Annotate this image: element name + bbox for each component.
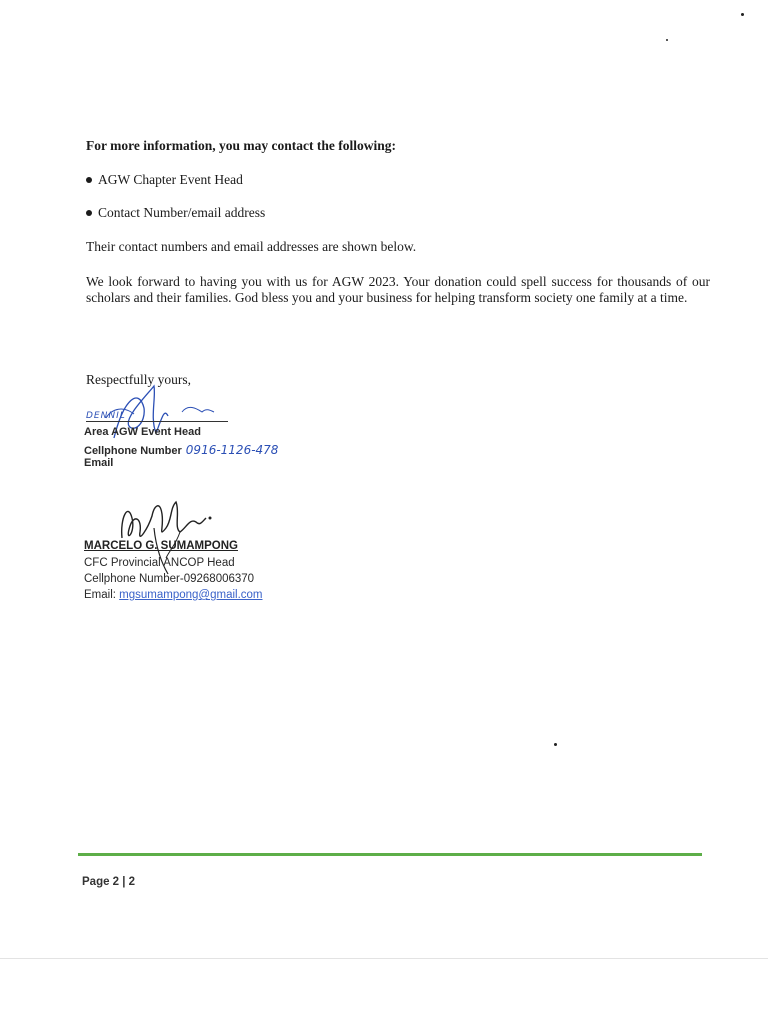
closing-paragraph: We look forward to having you with us for AGW 2023. Your donation could spell success for thousands of our scholars and their families. God bless you and your business for helping transform society one family at a time.	[86, 274, 710, 305]
signatory-2-email-row: Email: mgsumampong@gmail.com	[84, 589, 263, 601]
signatory-2-email-link[interactable]: mgsumampong@gmail.com	[119, 589, 263, 601]
signatory-1-phone-row: Cellphone Number 0916-1126-478	[84, 443, 279, 457]
signature-line	[86, 421, 228, 422]
scan-speck	[554, 743, 557, 746]
scan-speck	[666, 39, 668, 41]
signatory-1-email-label: Email	[84, 457, 114, 469]
signatory-2-name: MARCELO G. SUMAMPONG	[84, 540, 238, 552]
signatory-1-handwritten-name: DENNIL	[86, 411, 126, 421]
contact-heading: For more information, you may contact the following:	[86, 138, 396, 153]
contact-note: Their contact numbers and email addresses are shown below.	[86, 239, 417, 254]
signatory-2-phone-row: Cellphone Number-09268006370	[84, 573, 255, 585]
closing-salutation: Respectfully yours,	[86, 372, 191, 387]
page-edge	[0, 958, 768, 959]
bullet-item-contact: Contact Number/email address	[86, 205, 265, 221]
bullet-icon	[86, 210, 92, 216]
footer-rule	[78, 853, 702, 856]
signatory-2-title: CFC Provincial ANCOP Head	[84, 557, 235, 569]
page-number: Page 2 | 2	[82, 876, 136, 888]
signatory-1-title: Area AGW Event Head	[84, 426, 201, 438]
signatory-2-phone: 09268006370	[183, 573, 255, 585]
bullet-item-event-head: AGW Chapter Event Head	[86, 172, 243, 188]
bullet-icon	[86, 177, 92, 183]
signatory-1-phone-handwritten: 0916-1126-478	[185, 443, 279, 457]
scan-speck	[741, 13, 744, 16]
